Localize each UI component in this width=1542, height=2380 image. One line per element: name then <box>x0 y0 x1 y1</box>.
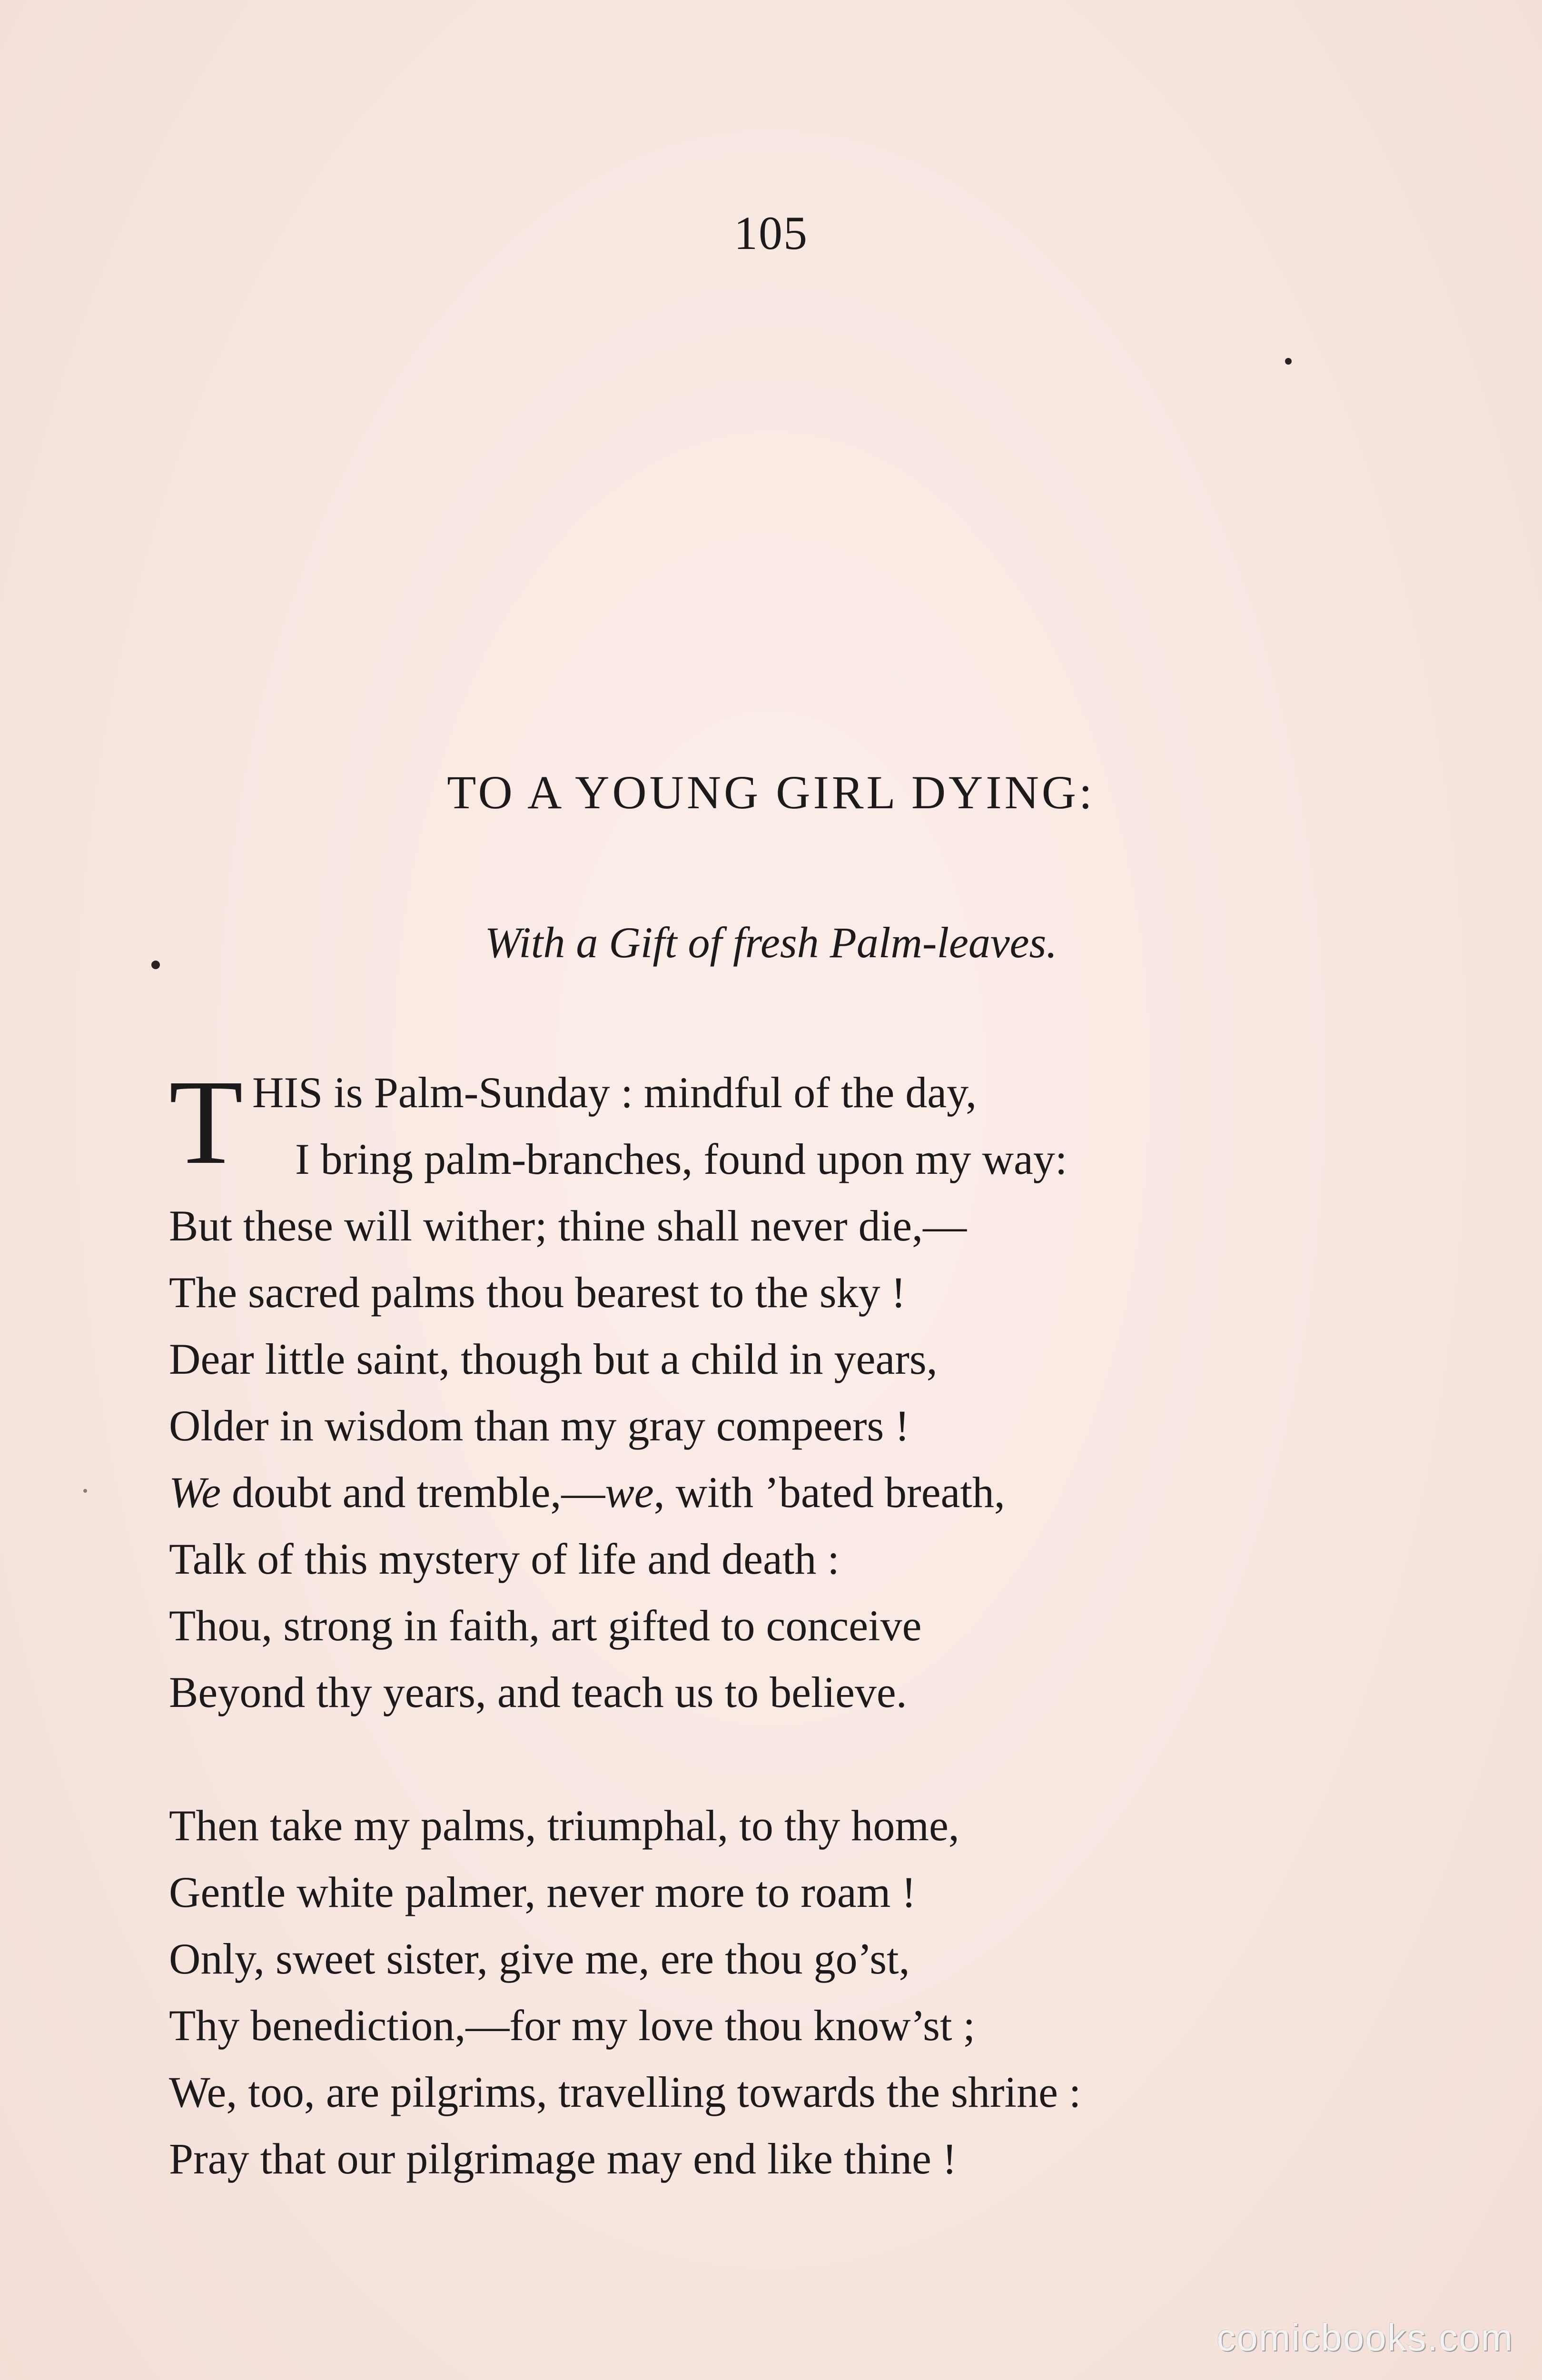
poem-line: Older in wisdom than my gray compeers ! <box>169 1401 909 1450</box>
ink-speck <box>83 1489 87 1493</box>
emphasis-we: we <box>605 1468 654 1517</box>
poem-line: Thou, strong in faith, art gifted to conceive <box>169 1601 922 1650</box>
poem-line: But these will wither; thine shall never die,— <box>169 1201 967 1250</box>
ink-speck <box>1285 358 1292 365</box>
poem-line: I bring palm-branches, found upon my way: <box>295 1135 1068 1183</box>
poem-line-text: doubt and tremble,— <box>221 1468 605 1517</box>
watermark-text: comicbooks.com <box>1216 2316 1513 2359</box>
poem-line-text: HIS is Palm-Sunday : mindful of the day, <box>252 1068 977 1117</box>
poem-line: Then take my palms, triumphal, to thy home, <box>169 1801 959 1850</box>
poem-line-text: , with ’bated breath, <box>653 1468 1005 1517</box>
poem-line: Dear little saint, though but a child in years, <box>169 1335 938 1383</box>
poem-line: Talk of this mystery of life and death : <box>169 1535 840 1583</box>
poem-line: The sacred palms thou bearest to the sky ! <box>169 1268 906 1317</box>
stanza-2 <box>169 1792 1406 2192</box>
page-number: 105 <box>734 207 808 259</box>
drop-cap: T <box>169 1055 243 1190</box>
stanza-1 <box>169 1055 1406 1726</box>
poem-line: Thy benediction,—for my love thou know’st ; <box>169 2001 976 2050</box>
poem-line: Gentle white palmer, never more to roam ! <box>169 1868 916 1916</box>
poem-line: Beyond thy years, and teach us to believe. <box>169 1668 907 1716</box>
poem-title: TO A YOUNG GIRL DYING: <box>447 766 1095 819</box>
poem-line: Only, sweet sister, give me, ere thou go’st, <box>169 1934 910 1983</box>
poem-line: Pray that our pilgrimage may end like thine ! <box>169 2134 957 2183</box>
poem-subtitle: With a Gift of fresh Palm-leaves. <box>484 918 1058 967</box>
poem-line: We, too, are pilgrims, travelling towards the shrine : <box>169 2068 1081 2116</box>
emphasis-we: We <box>169 1468 221 1517</box>
poem-line <box>169 1459 1406 1526</box>
